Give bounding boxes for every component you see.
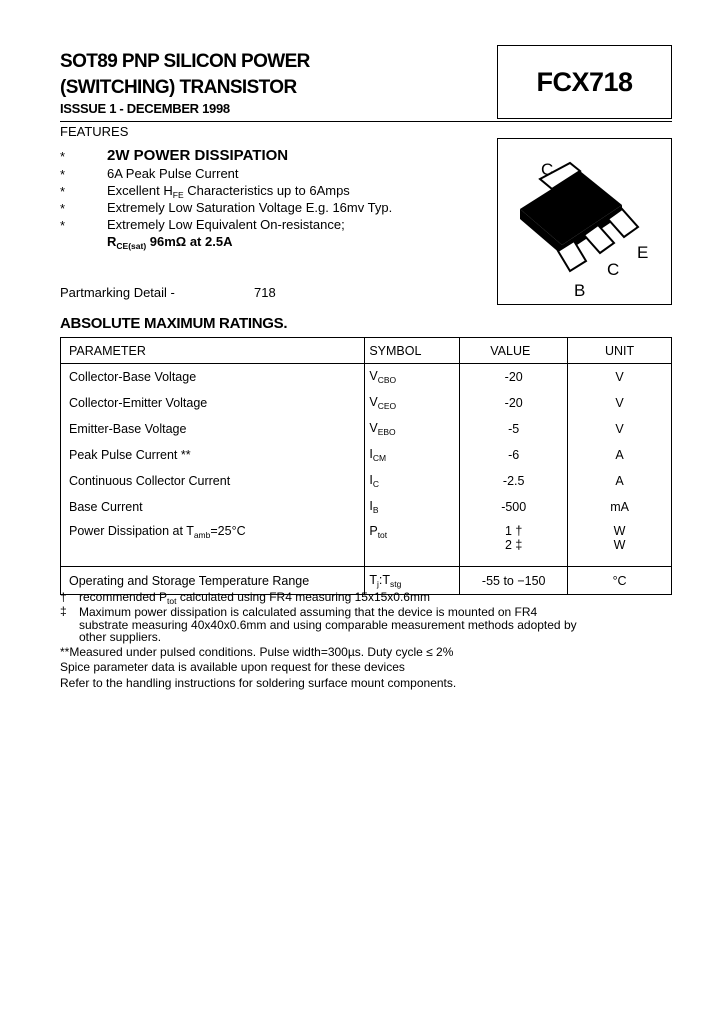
bullet: *: [60, 149, 66, 164]
value-cell: -20: [460, 364, 568, 391]
symbol-cell: $I_B$: [365, 494, 460, 520]
note-4: Spice parameter data is available upon request for these devices: [60, 660, 405, 674]
value-cell: -6: [460, 442, 568, 468]
dagger-mark: †: [60, 590, 67, 604]
value-cell: -2.5: [460, 468, 568, 494]
part-number-box: [497, 45, 672, 119]
issue-date: ISSSUE 1 - DECEMBER 1998: [60, 101, 230, 116]
symbol-cell: $I_C$: [365, 468, 460, 494]
rce-spec: $R_{CE(sat)}$ 96mΩ at 2.5A: [107, 234, 233, 251]
ratings-heading: ABSOLUTE MAXIMUM RATINGS.: [60, 315, 288, 332]
note-2-line-2: substrate measuring 40x40x0.6mm and using comparable measurement methods adopted by: [79, 618, 577, 632]
bullet: *: [60, 184, 66, 199]
unit-cell: V: [568, 390, 672, 416]
table-row: [61, 520, 672, 567]
pin-label-b: B: [574, 281, 586, 300]
package-image-box: [497, 138, 672, 305]
table-row: [61, 364, 672, 391]
table-header-row: [61, 338, 672, 364]
title-line-1: SOT89 PNP SILICON POWER: [60, 51, 310, 72]
unit-cell: °C: [568, 567, 672, 595]
bullet: *: [60, 201, 66, 216]
symbol-cell: $V_{EBO}$: [365, 416, 460, 442]
symbol-cell: $V_{CBO}$: [365, 364, 460, 391]
unit-cell: W W: [568, 520, 672, 567]
table-row: [61, 494, 672, 520]
value-cell: -55 to −150: [460, 567, 568, 595]
unit-cell: mA: [568, 494, 672, 520]
param-cell: Peak Pulse Current **: [61, 442, 365, 468]
unit-cell: V: [568, 364, 672, 391]
col-header-unit: UNIT: [568, 338, 672, 364]
unit-cell: A: [568, 442, 672, 468]
note-2-line-1: Maximum power dissipation is calculated assuming that the device is mounted on FR4: [79, 605, 538, 619]
table-row: [61, 468, 672, 494]
value-cell: 1 † 2 ‡: [460, 520, 568, 567]
unit-cell: V: [568, 416, 672, 442]
bullet: *: [60, 167, 66, 182]
value-cell: -500: [460, 494, 568, 520]
feature-text: Excellent $H_{FE}$ Characteristics up to 6Amps: [107, 183, 350, 200]
param-cell: Emitter-Base Voltage: [61, 416, 365, 442]
note-2-line-3: other suppliers.: [79, 630, 162, 644]
part-number: FCX718: [536, 66, 633, 97]
pin-label-c-top: C: [541, 160, 554, 179]
table-row: [61, 442, 672, 468]
double-dagger-mark: ‡: [60, 604, 67, 618]
partmarking-label: Partmarking Detail -: [60, 285, 175, 300]
col-header-symbol: SYMBOL: [365, 338, 460, 364]
ratings-table: [60, 337, 672, 595]
col-header-parameter: PARAMETER: [61, 338, 365, 364]
symbol-cell: $V_{CEO}$: [365, 390, 460, 416]
feature-text: 2W POWER DISSIPATION: [107, 147, 289, 164]
value-cell: -20: [460, 390, 568, 416]
col-header-value: VALUE: [460, 338, 568, 364]
note-3: **Measured under pulsed conditions. Pulse width=300µs. Duty cycle ≤ 2%: [60, 645, 454, 659]
symbol-cell: $P_{tot}$: [365, 520, 460, 567]
features-heading: FEATURES: [60, 124, 129, 139]
note-5: Refer to the handling instructions for soldering surface mount components.: [60, 676, 457, 690]
param-cell: Collector-Base Voltage: [61, 364, 365, 391]
title-line-2: (SWITCHING) TRANSISTOR: [60, 77, 297, 98]
param-cell: Power Dissipation at $T_{amb}=25^\circ C$: [61, 520, 365, 567]
param-cell: Continuous Collector Current: [61, 468, 365, 494]
pin-label-e: E: [637, 243, 649, 262]
header-rule: [60, 121, 672, 122]
partmarking-value: 718: [254, 285, 276, 300]
bullet: *: [60, 218, 66, 233]
pin-label-c: C: [607, 260, 620, 279]
note-1: recommended $P_{tot}$ calculated using FR4 measuring 15x15x0.6mm: [79, 590, 430, 606]
sot89-package-icon: [498, 139, 671, 304]
param-cell: Collector-Emitter Voltage: [61, 390, 365, 416]
symbol-cell: $T_j:T_{stg}$: [365, 567, 460, 595]
unit-cell: A: [568, 468, 672, 494]
feature-text: Extremely Low Saturation Voltage E.g. 16mv Typ.: [107, 200, 393, 215]
param-cell: Operating and Storage Temperature Range: [61, 567, 365, 595]
table-row: [61, 416, 672, 442]
feature-text: 6A Peak Pulse Current: [107, 166, 239, 181]
value-cell: -5: [460, 416, 568, 442]
symbol-cell: $I_{CM}$: [365, 442, 460, 468]
feature-text: Extremely Low Equivalent On-resistance;: [107, 217, 345, 232]
table-row: [61, 390, 672, 416]
param-cell: Base Current: [61, 494, 365, 520]
